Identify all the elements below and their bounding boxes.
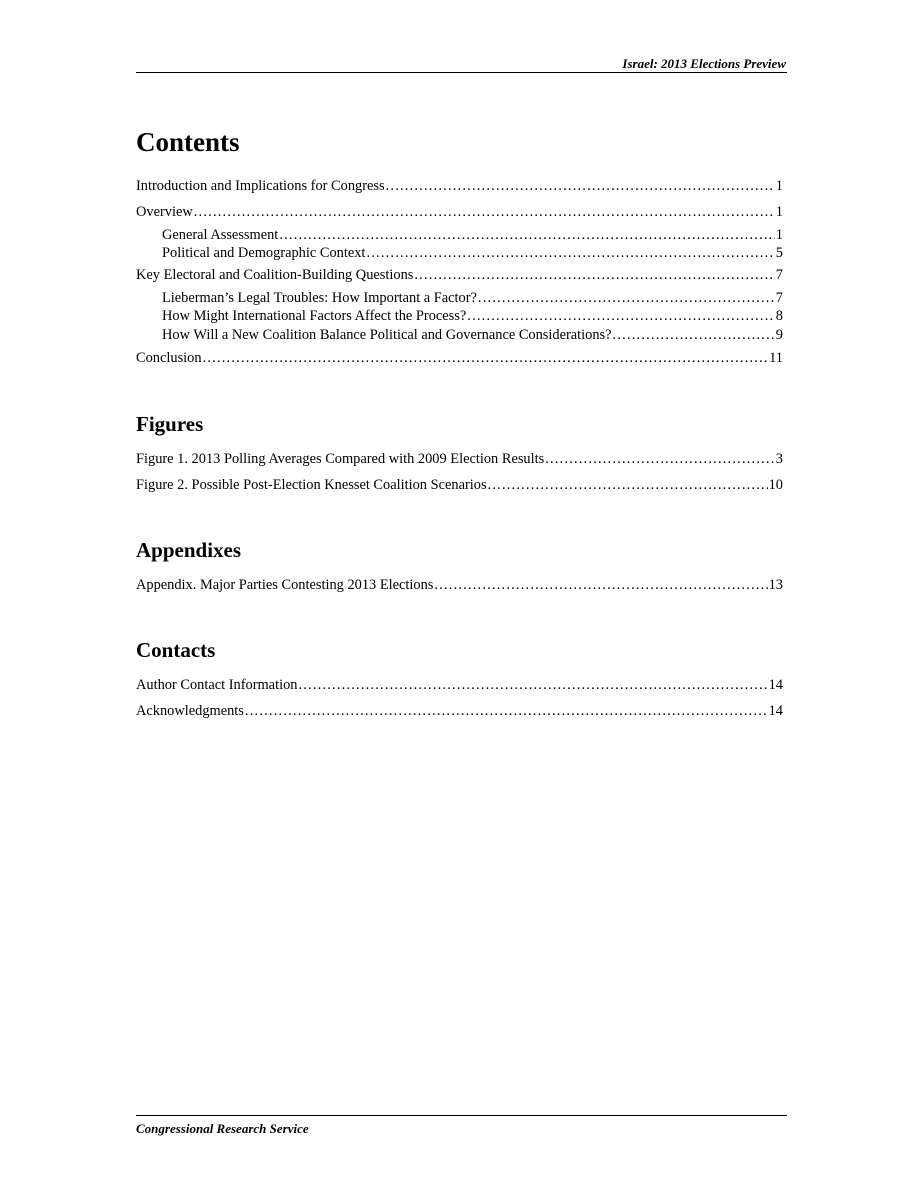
toc-entry-appendix[interactable]: Appendix. Major Parties Contesting 2013 Elections ..... 13 [136,576,783,594]
dot-leader [366,244,774,262]
toc-entry-overview[interactable]: Overview ..... 1 [136,203,783,221]
toc-entry-international-factors[interactable]: How Might International Factors Affect the Process? ..... 8 [162,307,783,325]
toc-entry-lieberman[interactable]: Lieberman’s Legal Troubles: How Important a Factor? ..... 7 [162,289,783,307]
dot-leader [245,702,768,720]
toc-entry-author-contact[interactable]: Author Contact Information ..... 14 [136,676,783,694]
footer-text: Congressional Research Service [136,1121,309,1136]
toc-page-number: 10 [768,477,783,493]
running-footer [136,1115,787,1136]
dot-leader [613,326,775,344]
dot-leader [194,203,775,221]
toc-page-number: 5 [775,245,783,261]
dot-leader [414,266,774,284]
header-title: Israel: 2013 Elections Preview [622,56,786,71]
toc-page-number: 7 [775,290,783,306]
toc-entry-figure-1[interactable]: Figure 1. 2013 Polling Averages Compared with 2009 Election Results ..... 3 [136,450,783,468]
toc-entry-general-assessment[interactable]: General Assessment ..... 1 [162,226,783,244]
toc-page-number: 11 [769,350,783,366]
dot-leader [386,177,775,195]
dot-leader [545,450,775,468]
toc-page-number: 1 [775,227,783,243]
running-header [136,56,787,73]
dot-leader [203,349,769,367]
dot-leader [488,476,768,494]
toc-entry-conclusion[interactable]: Conclusion ..... 11 [136,349,783,367]
toc-page-number: 14 [768,677,783,693]
toc-entry-figure-2[interactable]: Figure 2. Possible Post-Election Knesset Coalition Scenarios ..... 10 [136,476,783,494]
figures-heading: Figures [136,412,204,436]
toc-page-number: 7 [775,267,783,283]
toc-entry-introduction[interactable]: Introduction and Implications for Congress ..... 1 [136,177,783,195]
toc-entry-key-questions[interactable]: Key Electoral and Coalition-Building Questions ..... 7 [136,266,783,284]
toc-page-number: 8 [775,308,783,324]
toc-page-number: 14 [768,703,783,719]
toc-page-number: 13 [768,577,783,593]
toc-entry-new-coalition[interactable]: How Will a New Coalition Balance Political and Governance Considerations? ..... 9 [162,326,783,344]
toc-page-number: 1 [775,204,783,220]
dot-leader [298,676,767,694]
toc-page-number: 9 [775,327,783,343]
dot-leader [434,576,767,594]
dot-leader [279,226,774,244]
contacts-heading: Contacts [136,638,216,662]
dot-leader [478,289,775,307]
toc-page-number: 3 [775,451,783,467]
dot-leader [467,307,775,325]
toc-entry-acknowledgments[interactable]: Acknowledgments ..... 14 [136,702,783,720]
appendixes-heading: Appendixes [136,538,242,562]
toc-page-number: 1 [775,178,783,194]
toc-entry-political-demographic-context[interactable]: Political and Demographic Context ..... 5 [162,244,783,262]
contents-heading: Contents [136,127,240,157]
